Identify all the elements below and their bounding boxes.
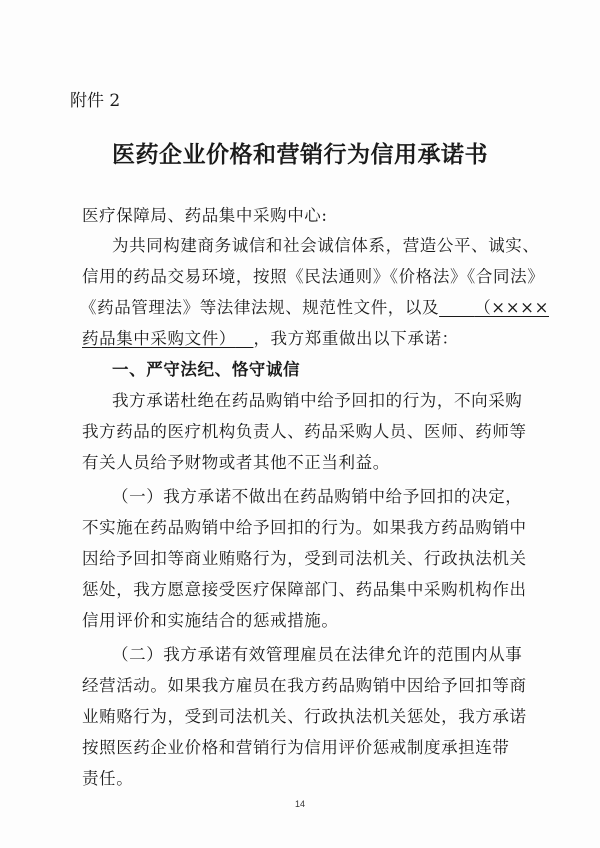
para-1-line-3: 有关人员给予财物或者其他不正当利益。 [82, 453, 390, 472]
para-1-line-2: 我方药品的医疗机构负责人、药品采购人员、医师、药师等 [82, 422, 527, 441]
para-2-line-1: （一）我方承诺不做出在药品购销中给予回扣的决定， [112, 487, 523, 506]
para-2-line-2: 不实施在药品购销中给予回扣的行为。如果我方药品购销中 [82, 518, 527, 537]
para-2-line-5: 信用评价和实施结合的惩戒措施。 [82, 611, 339, 630]
para-2-line-4: 惩处，我方愿意接受医疗保障部门、药品集中采购机构作出 [82, 580, 527, 599]
para-3-line-3: 业贿赂行为，受到司法机关、行政执法机关惩处，我方承诺 [82, 707, 527, 726]
intro-fill-in-1-text: （×××× [474, 298, 549, 317]
intro-line-4 [82, 325, 459, 349]
section-1-heading: 一、严守法纪、恪守诚信 [112, 360, 301, 379]
intro-line-1: 为共同构建商务诚信和社会诚信体系，营造公平、诚实、 [112, 236, 540, 255]
intro-line-3 [80, 294, 549, 318]
para-3-line-1: （二）我方承诺有效管理雇员在法律允许的范围内从事 [112, 645, 523, 664]
intro-fill-in-2 [82, 329, 253, 348]
para-2-line-3: 因给予回扣等商业贿赂行为，受到司法机关、行政执法机关 [82, 549, 527, 568]
intro-fill-in-1 [439, 298, 549, 317]
para-3-line-5: 责任。 [82, 769, 134, 788]
intro-line-3-text: 《药品管理法》等法律法规、规范性文件，以及 [80, 298, 440, 317]
salutation: 医疗保障局、药品集中采购中心: [82, 206, 328, 225]
para-3-line-4: 按照医药企业价格和营销行为信用评价惩戒制度承担连带 [82, 738, 510, 757]
page-number: 14 [294, 799, 305, 809]
attachment-label: 附件 2 [70, 91, 121, 111]
intro-fill-in-2-text: 药品集中采购文件） [82, 329, 236, 348]
intro-line-2: 信用的药品交易环境，按照《民法通则》《价格法》《合同法》 [82, 267, 545, 286]
document-title: 医药企业价格和营销行为信用承诺书 [112, 142, 488, 168]
para-3-line-2: 经营活动。如果我方雇员在我方药品购销中因给予回扣等商 [82, 676, 527, 695]
intro-line-4-text: ，我方郑重做出以下承诺： [253, 329, 459, 348]
para-1-line-1: 我方承诺杜绝在药品购销中给予回扣的行为，不向采购 [112, 391, 523, 410]
